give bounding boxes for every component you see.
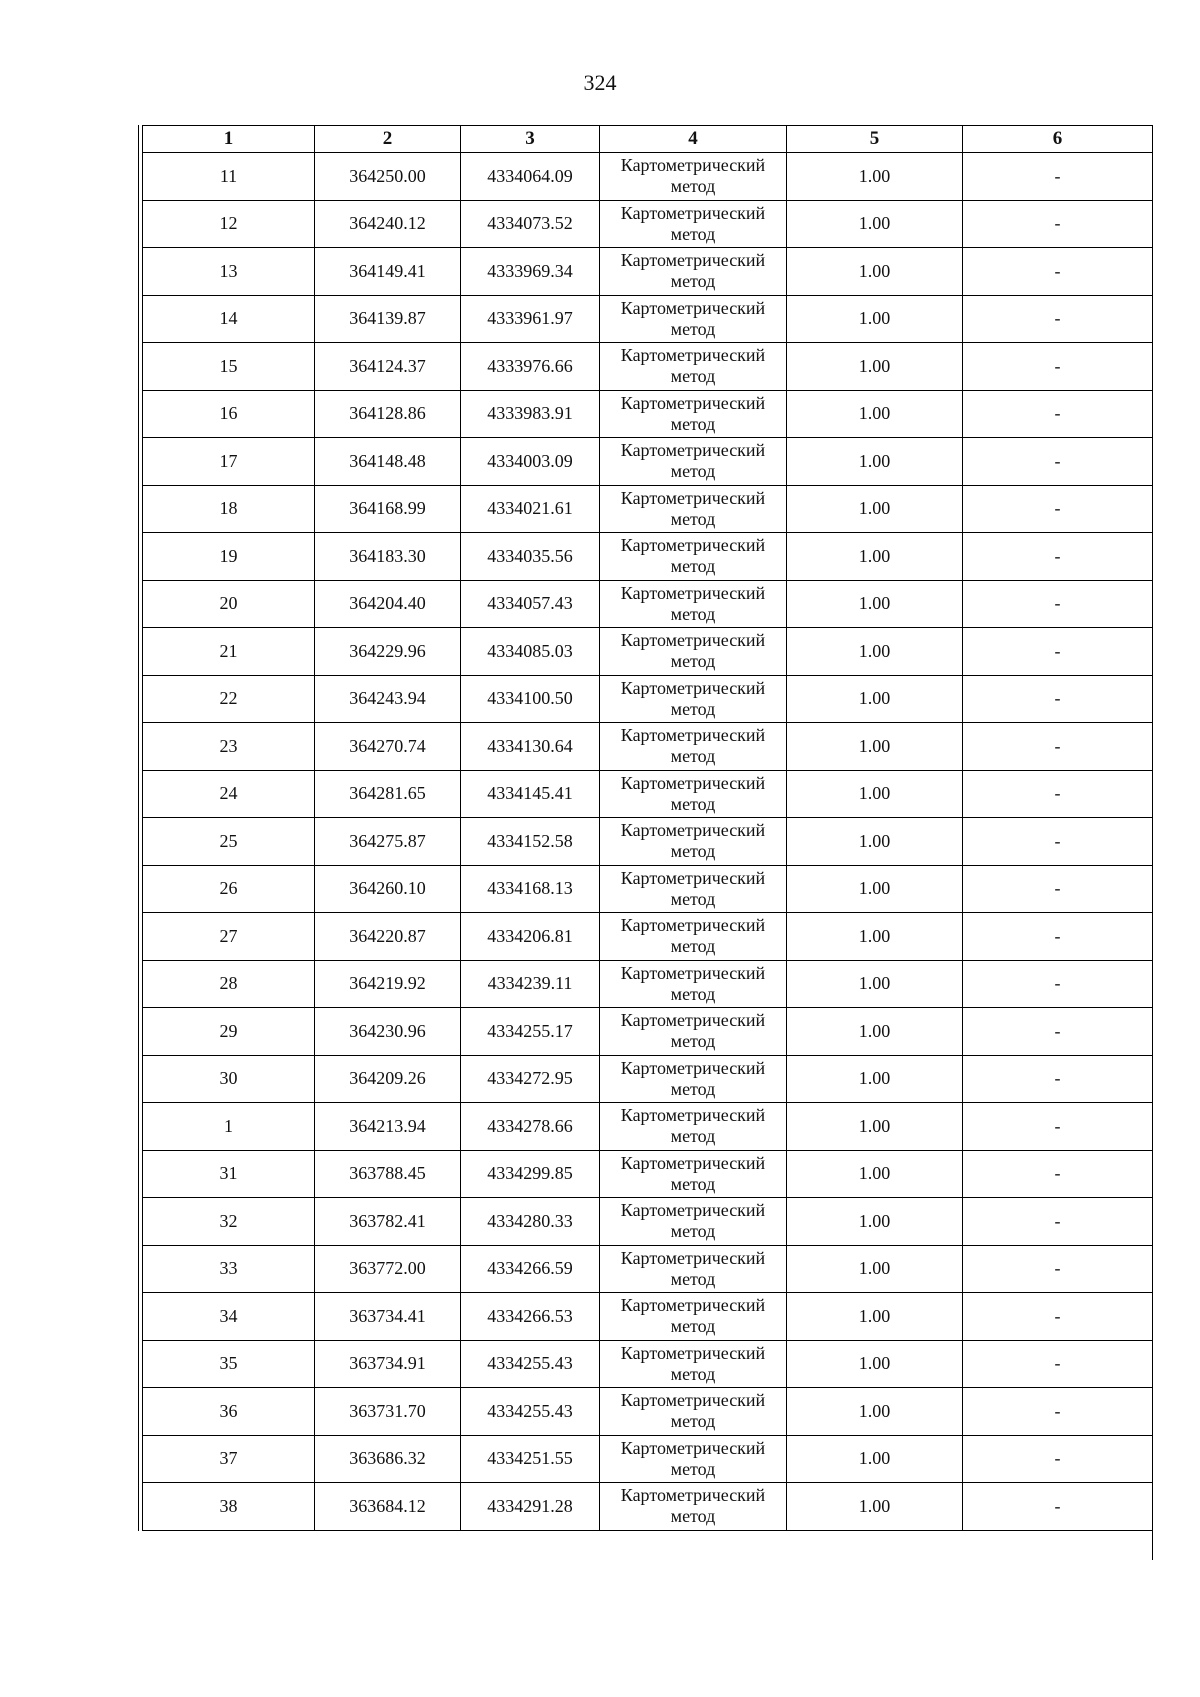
x-coordinate-cell: 364240.12 <box>315 200 461 248</box>
coordinates-table <box>142 125 1153 1531</box>
point-number-cell: 23 <box>143 723 315 771</box>
table-row <box>143 343 1153 391</box>
x-coordinate-cell: 364270.74 <box>315 723 461 771</box>
x-coordinate-cell: 364243.94 <box>315 675 461 723</box>
note-cell: - <box>963 390 1153 438</box>
accuracy-cell: 1.00 <box>787 343 963 391</box>
x-coordinate-cell: 364281.65 <box>315 770 461 818</box>
point-number-cell: 32 <box>143 1198 315 1246</box>
table-row <box>143 1103 1153 1151</box>
x-coordinate-cell: 364250.00 <box>315 153 461 201</box>
y-coordinate-cell: 4334291.28 <box>461 1483 600 1531</box>
y-coordinate-cell: 4334057.43 <box>461 580 600 628</box>
note-cell: - <box>963 865 1153 913</box>
note-cell: - <box>963 533 1153 581</box>
table-body <box>143 153 1153 1531</box>
y-coordinate-cell: 4333961.97 <box>461 295 600 343</box>
column-header: 4 <box>600 126 787 153</box>
y-coordinate-cell: 4334255.43 <box>461 1340 600 1388</box>
y-coordinate-cell: 4333969.34 <box>461 248 600 296</box>
point-number-cell: 36 <box>143 1388 315 1436</box>
point-number-cell: 18 <box>143 485 315 533</box>
accuracy-cell: 1.00 <box>787 1388 963 1436</box>
table-row <box>143 913 1153 961</box>
note-cell: - <box>963 438 1153 486</box>
y-coordinate-cell: 4334145.41 <box>461 770 600 818</box>
accuracy-cell: 1.00 <box>787 1245 963 1293</box>
accuracy-cell: 1.00 <box>787 1150 963 1198</box>
accuracy-cell: 1.00 <box>787 1055 963 1103</box>
x-coordinate-cell: 364260.10 <box>315 865 461 913</box>
method-cell: Картометрический метод <box>600 1103 787 1151</box>
note-cell: - <box>963 485 1153 533</box>
table-row <box>143 1293 1153 1341</box>
accuracy-cell: 1.00 <box>787 960 963 1008</box>
accuracy-cell: 1.00 <box>787 1483 963 1531</box>
accuracy-cell: 1.00 <box>787 438 963 486</box>
table-row <box>143 438 1153 486</box>
page-number: 324 <box>583 70 617 95</box>
table-row <box>143 1435 1153 1483</box>
point-number-cell: 12 <box>143 200 315 248</box>
table-row <box>143 723 1153 771</box>
method-cell: Картометрический метод <box>600 770 787 818</box>
x-coordinate-cell: 364213.94 <box>315 1103 461 1151</box>
column-header: 6 <box>963 126 1153 153</box>
y-coordinate-cell: 4334278.66 <box>461 1103 600 1151</box>
accuracy-cell: 1.00 <box>787 818 963 866</box>
note-cell: - <box>963 1293 1153 1341</box>
note-cell: - <box>963 723 1153 771</box>
y-coordinate-cell: 4334003.09 <box>461 438 600 486</box>
table-row <box>143 1055 1153 1103</box>
point-number-cell: 15 <box>143 343 315 391</box>
note-cell: - <box>963 1388 1153 1436</box>
table-row <box>143 1150 1153 1198</box>
accuracy-cell: 1.00 <box>787 153 963 201</box>
x-coordinate-cell: 364183.30 <box>315 533 461 581</box>
method-cell: Картометрический метод <box>600 865 787 913</box>
method-cell: Картометрический метод <box>600 1055 787 1103</box>
y-coordinate-cell: 4334251.55 <box>461 1435 600 1483</box>
note-cell: - <box>963 675 1153 723</box>
point-number-cell: 27 <box>143 913 315 961</box>
method-cell: Картометрический метод <box>600 200 787 248</box>
method-cell: Картометрический метод <box>600 675 787 723</box>
method-cell: Картометрический метод <box>600 723 787 771</box>
x-coordinate-cell: 364275.87 <box>315 818 461 866</box>
x-coordinate-cell: 364230.96 <box>315 1008 461 1056</box>
y-coordinate-cell: 4334085.03 <box>461 628 600 676</box>
note-cell: - <box>963 343 1153 391</box>
x-coordinate-cell: 363731.70 <box>315 1388 461 1436</box>
point-number-cell: 16 <box>143 390 315 438</box>
accuracy-cell: 1.00 <box>787 200 963 248</box>
table-row <box>143 770 1153 818</box>
x-coordinate-cell: 363734.91 <box>315 1340 461 1388</box>
y-coordinate-cell: 4334021.61 <box>461 485 600 533</box>
method-cell: Картометрический метод <box>600 628 787 676</box>
point-number-cell: 38 <box>143 1483 315 1531</box>
point-number-cell: 31 <box>143 1150 315 1198</box>
method-cell: Картометрический метод <box>600 1245 787 1293</box>
accuracy-cell: 1.00 <box>787 723 963 771</box>
point-number-cell: 35 <box>143 1340 315 1388</box>
column-header: 2 <box>315 126 461 153</box>
x-coordinate-cell: 363734.41 <box>315 1293 461 1341</box>
x-coordinate-cell: 363782.41 <box>315 1198 461 1246</box>
point-number-cell: 26 <box>143 865 315 913</box>
note-cell: - <box>963 1198 1153 1246</box>
table-row <box>143 153 1153 201</box>
point-number-cell: 19 <box>143 533 315 581</box>
accuracy-cell: 1.00 <box>787 295 963 343</box>
table-row <box>143 533 1153 581</box>
x-coordinate-cell: 364220.87 <box>315 913 461 961</box>
method-cell: Картометрический метод <box>600 295 787 343</box>
point-number-cell: 21 <box>143 628 315 676</box>
note-cell: - <box>963 200 1153 248</box>
method-cell: Картометрический метод <box>600 1293 787 1341</box>
accuracy-cell: 1.00 <box>787 485 963 533</box>
accuracy-cell: 1.00 <box>787 770 963 818</box>
method-cell: Картометрический метод <box>600 580 787 628</box>
method-cell: Картометрический метод <box>600 1150 787 1198</box>
coordinates-table-wrapper <box>138 125 1153 1531</box>
column-header: 3 <box>461 126 600 153</box>
method-cell: Картометрический метод <box>600 818 787 866</box>
y-coordinate-cell: 4334130.64 <box>461 723 600 771</box>
x-coordinate-cell: 364128.86 <box>315 390 461 438</box>
y-coordinate-cell: 4334272.95 <box>461 1055 600 1103</box>
note-cell: - <box>963 1245 1153 1293</box>
accuracy-cell: 1.00 <box>787 390 963 438</box>
note-cell: - <box>963 1435 1153 1483</box>
y-coordinate-cell: 4334100.50 <box>461 675 600 723</box>
note-cell: - <box>963 913 1153 961</box>
table-row <box>143 1483 1153 1531</box>
table-row <box>143 1198 1153 1246</box>
note-cell: - <box>963 1150 1153 1198</box>
method-cell: Картометрический метод <box>600 1198 787 1246</box>
x-coordinate-cell: 364168.99 <box>315 485 461 533</box>
method-cell: Картометрический метод <box>600 533 787 581</box>
y-coordinate-cell: 4334299.85 <box>461 1150 600 1198</box>
note-cell: - <box>963 248 1153 296</box>
method-cell: Картометрический метод <box>600 913 787 961</box>
table-row <box>143 580 1153 628</box>
x-coordinate-cell: 363686.32 <box>315 1435 461 1483</box>
accuracy-cell: 1.00 <box>787 1198 963 1246</box>
y-coordinate-cell: 4334064.09 <box>461 153 600 201</box>
method-cell: Картометрический метод <box>600 248 787 296</box>
x-coordinate-cell: 364124.37 <box>315 343 461 391</box>
point-number-cell: 30 <box>143 1055 315 1103</box>
table-row <box>143 1245 1153 1293</box>
note-cell: - <box>963 1103 1153 1151</box>
method-cell: Картометрический метод <box>600 438 787 486</box>
x-coordinate-cell: 364149.41 <box>315 248 461 296</box>
table-row <box>143 865 1153 913</box>
note-cell: - <box>963 1340 1153 1388</box>
method-cell: Картометрический метод <box>600 960 787 1008</box>
point-number-cell: 1 <box>143 1103 315 1151</box>
table-row <box>143 1008 1153 1056</box>
y-coordinate-cell: 4334035.56 <box>461 533 600 581</box>
accuracy-cell: 1.00 <box>787 1008 963 1056</box>
accuracy-cell: 1.00 <box>787 580 963 628</box>
point-number-cell: 11 <box>143 153 315 201</box>
point-number-cell: 22 <box>143 675 315 723</box>
table-row <box>143 390 1153 438</box>
table-row <box>143 818 1153 866</box>
table-row <box>143 628 1153 676</box>
point-number-cell: 25 <box>143 818 315 866</box>
method-cell: Картометрический метод <box>600 1008 787 1056</box>
point-number-cell: 37 <box>143 1435 315 1483</box>
note-cell: - <box>963 818 1153 866</box>
y-coordinate-cell: 4333983.91 <box>461 390 600 438</box>
table-outer-border <box>1152 125 1153 1560</box>
y-coordinate-cell: 4334266.59 <box>461 1245 600 1293</box>
accuracy-cell: 1.00 <box>787 865 963 913</box>
method-cell: Картометрический метод <box>600 390 787 438</box>
accuracy-cell: 1.00 <box>787 248 963 296</box>
note-cell: - <box>963 1483 1153 1531</box>
x-coordinate-cell: 364219.92 <box>315 960 461 1008</box>
y-coordinate-cell: 4334152.58 <box>461 818 600 866</box>
x-coordinate-cell: 363772.00 <box>315 1245 461 1293</box>
method-cell: Картометрический метод <box>600 1340 787 1388</box>
method-cell: Картометрический метод <box>600 1435 787 1483</box>
point-number-cell: 33 <box>143 1245 315 1293</box>
y-coordinate-cell: 4334168.13 <box>461 865 600 913</box>
x-coordinate-cell: 364148.48 <box>315 438 461 486</box>
note-cell: - <box>963 1055 1153 1103</box>
x-coordinate-cell: 364139.87 <box>315 295 461 343</box>
accuracy-cell: 1.00 <box>787 675 963 723</box>
accuracy-cell: 1.00 <box>787 628 963 676</box>
point-number-cell: 20 <box>143 580 315 628</box>
note-cell: - <box>963 628 1153 676</box>
x-coordinate-cell: 364204.40 <box>315 580 461 628</box>
y-coordinate-cell: 4333976.66 <box>461 343 600 391</box>
method-cell: Картометрический метод <box>600 1483 787 1531</box>
point-number-cell: 13 <box>143 248 315 296</box>
table-row <box>143 960 1153 1008</box>
note-cell: - <box>963 960 1153 1008</box>
table-header-row <box>143 126 1153 153</box>
x-coordinate-cell: 364209.26 <box>315 1055 461 1103</box>
note-cell: - <box>963 295 1153 343</box>
method-cell: Картометрический метод <box>600 485 787 533</box>
point-number-cell: 17 <box>143 438 315 486</box>
note-cell: - <box>963 1008 1153 1056</box>
accuracy-cell: 1.00 <box>787 1340 963 1388</box>
method-cell: Картометрический метод <box>600 153 787 201</box>
accuracy-cell: 1.00 <box>787 1435 963 1483</box>
y-coordinate-cell: 4334255.17 <box>461 1008 600 1056</box>
accuracy-cell: 1.00 <box>787 1293 963 1341</box>
x-coordinate-cell: 363788.45 <box>315 1150 461 1198</box>
table-row <box>143 248 1153 296</box>
table-row <box>143 675 1153 723</box>
point-number-cell: 14 <box>143 295 315 343</box>
y-coordinate-cell: 4334266.53 <box>461 1293 600 1341</box>
accuracy-cell: 1.00 <box>787 533 963 581</box>
point-number-cell: 24 <box>143 770 315 818</box>
column-header: 1 <box>143 126 315 153</box>
point-number-cell: 29 <box>143 1008 315 1056</box>
method-cell: Картометрический метод <box>600 1388 787 1436</box>
method-cell: Картометрический метод <box>600 343 787 391</box>
x-coordinate-cell: 363684.12 <box>315 1483 461 1531</box>
note-cell: - <box>963 770 1153 818</box>
column-header: 5 <box>787 126 963 153</box>
table-row <box>143 1388 1153 1436</box>
y-coordinate-cell: 4334280.33 <box>461 1198 600 1246</box>
y-coordinate-cell: 4334239.11 <box>461 960 600 1008</box>
table-row <box>143 200 1153 248</box>
accuracy-cell: 1.00 <box>787 913 963 961</box>
point-number-cell: 28 <box>143 960 315 1008</box>
y-coordinate-cell: 4334255.43 <box>461 1388 600 1436</box>
point-number-cell: 34 <box>143 1293 315 1341</box>
table-row <box>143 485 1153 533</box>
note-cell: - <box>963 580 1153 628</box>
note-cell: - <box>963 153 1153 201</box>
accuracy-cell: 1.00 <box>787 1103 963 1151</box>
table-row <box>143 295 1153 343</box>
table-row <box>143 1340 1153 1388</box>
x-coordinate-cell: 364229.96 <box>315 628 461 676</box>
y-coordinate-cell: 4334073.52 <box>461 200 600 248</box>
y-coordinate-cell: 4334206.81 <box>461 913 600 961</box>
